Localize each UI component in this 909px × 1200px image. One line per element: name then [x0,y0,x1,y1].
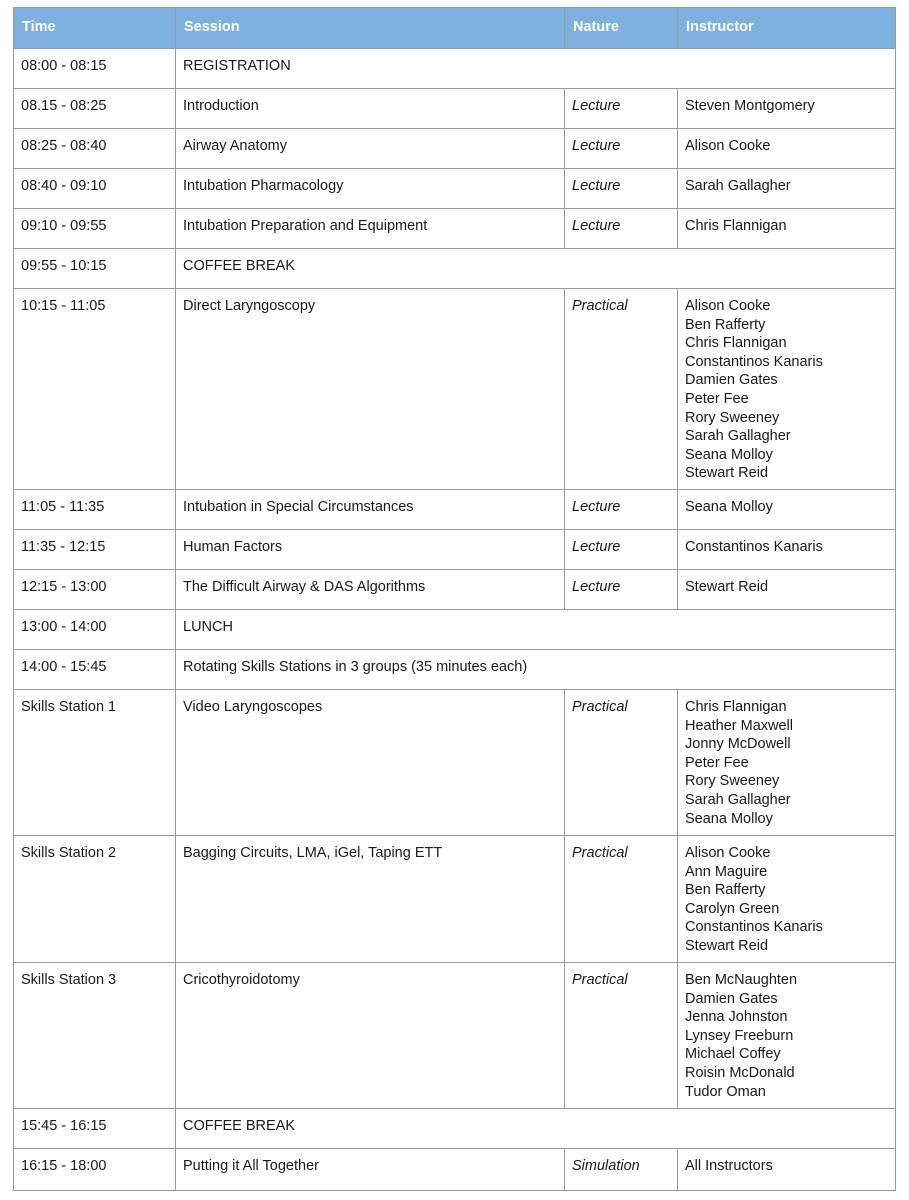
instructor-cell [678,89,896,129]
time-cell: 11:35 - 12:15 [14,530,176,570]
header-row [14,8,896,49]
header-nature: Nature [565,8,678,49]
table-row [14,610,896,650]
instructor-name: Ben Rafferty [685,882,766,899]
instructor-name: Rory Sweeney [685,409,780,426]
instructor-name: Chris Flannigan [685,218,787,234]
instructor-name: Michael Coffey [685,1046,781,1063]
instructor-cell [678,570,896,610]
session-cell: Bagging Circuits, LMA, iGel, Taping ETT [176,836,565,963]
time-cell: Skills Station 3 [14,963,176,1109]
instructor-cell [678,1149,896,1191]
instructor-name: Constantinos Kanaris [685,353,823,370]
time-cell: 13:00 - 14:00 [14,610,176,650]
time-cell: 16:15 - 18:00 [14,1149,176,1191]
nature-cell: Lecture [565,570,678,610]
instructor-name: Constantinos Kanaris [685,539,823,555]
table-row [14,690,896,836]
instructor-name: Ann Maguire [685,863,768,880]
table-row [14,530,896,570]
nature-cell: Practical [565,690,678,836]
nature-cell: Practical [565,963,678,1109]
instructor-name: Alison Cooke [685,298,771,314]
session-cell: Intubation Preparation and Equipment [176,209,565,249]
header-session: Session [176,8,565,49]
instructor-name: Ben McNaughten [685,972,798,988]
instructor-name: Alison Cooke [685,138,771,154]
instructor-name: Stewart Reid [685,579,769,595]
header-time: Time [14,8,176,49]
instructor-cell [678,129,896,169]
instructor-cell [678,490,896,530]
nature-cell: Lecture [565,209,678,249]
nature-cell: Lecture [565,490,678,530]
instructor-cell [678,289,896,490]
table-row [14,490,896,530]
header-instructor: Instructor [678,8,896,49]
instructor-name: Constantinos Kanaris [685,919,823,936]
nature-cell: Lecture [565,169,678,209]
instructor-name: Steven Montgomery [685,98,815,114]
nature-cell: Practical [565,836,678,963]
nature-cell: Lecture [565,129,678,169]
instructor-name: Heather Maxwell [685,717,793,734]
time-cell: 11:05 - 11:35 [14,490,176,530]
time-cell: 09:55 - 10:15 [14,249,176,289]
schedule-body [14,49,896,1191]
time-cell: 08:00 - 08:15 [14,49,176,89]
time-cell: 08.15 - 08:25 [14,89,176,129]
nature-cell: Lecture [565,530,678,570]
instructor-name: Alison Cooke [685,845,771,861]
instructor-name: Lynsey Freeburn [685,1027,794,1044]
time-cell: 09:10 - 09:55 [14,209,176,249]
instructor-name: Peter Fee [685,754,749,771]
nature-cell: Lecture [565,89,678,129]
session-cell: Intubation in Special Circumstances [176,490,565,530]
instructor-name: Sarah Gallagher [685,791,791,808]
instructor-name: Jonny McDowell [685,736,791,753]
instructor-name: Chris Flannigan [685,335,787,352]
instructor-name: Damien Gates [685,372,778,389]
instructor-name: Sarah Gallagher [685,428,791,445]
instructor-cell [678,690,896,836]
instructor-name: Damien Gates [685,990,778,1007]
session-cell: Cricothyroidotomy [176,963,565,1109]
time-cell: 15:45 - 16:15 [14,1109,176,1149]
session-cell: REGISTRATION [176,49,896,89]
table-row [14,129,896,169]
instructor-cell [678,836,896,963]
instructor-name: Peter Fee [685,390,749,407]
instructor-name: Tudor Oman [685,1083,766,1100]
instructor-name: Seana Molloy [685,810,773,827]
instructor-name: All Instructors [685,1158,773,1174]
table-row [14,289,896,490]
table-row [14,570,896,610]
schedule-table [13,7,896,1191]
table-row [14,49,896,89]
instructor-cell [678,530,896,570]
instructor-cell [678,169,896,209]
instructor-name: Jenna Johnston [685,1009,788,1026]
time-cell: 08:40 - 09:10 [14,169,176,209]
table-row [14,650,896,690]
session-cell: Airway Anatomy [176,129,565,169]
instructor-name: Chris Flannigan [685,699,787,715]
session-cell: Direct Laryngoscopy [176,289,565,490]
table-row [14,249,896,289]
table-row [14,836,896,963]
table-row [14,169,896,209]
time-cell: Skills Station 1 [14,690,176,836]
session-cell: COFFEE BREAK [176,249,896,289]
instructor-cell [678,209,896,249]
nature-cell: Practical [565,289,678,490]
instructor-name: Rory Sweeney [685,773,780,790]
session-cell: Video Laryngoscopes [176,690,565,836]
session-cell: Introduction [176,89,565,129]
time-cell: 10:15 - 11:05 [14,289,176,490]
nature-cell: Simulation [565,1149,678,1191]
time-cell: 14:00 - 15:45 [14,650,176,690]
table-row [14,1109,896,1149]
time-cell: 08:25 - 08:40 [14,129,176,169]
time-cell: 12:15 - 13:00 [14,570,176,610]
instructor-name: Stewart Reid [685,465,769,482]
session-cell: Human Factors [176,530,565,570]
instructor-name: Sarah Gallagher [685,178,791,194]
time-cell: Skills Station 2 [14,836,176,963]
session-cell: Intubation Pharmacology [176,169,565,209]
session-cell: The Difficult Airway & DAS Algorithms [176,570,565,610]
instructor-name: Ben Rafferty [685,316,766,333]
table-row [14,1149,896,1191]
instructor-name: Carolyn Green [685,900,780,917]
instructor-cell [678,963,896,1109]
session-cell: Rotating Skills Stations in 3 groups (35 minutes each) [176,650,896,690]
session-cell: LUNCH [176,610,896,650]
table-row [14,209,896,249]
session-cell: COFFEE BREAK [176,1109,896,1149]
instructor-name: Stewart Reid [685,937,769,954]
table-row [14,963,896,1109]
table-row [14,89,896,129]
instructor-name: Seana Molloy [685,499,773,515]
instructor-name: Roisin McDonald [685,1064,795,1081]
session-cell: Putting it All Together [176,1149,565,1191]
instructor-name: Seana Molloy [685,446,773,463]
